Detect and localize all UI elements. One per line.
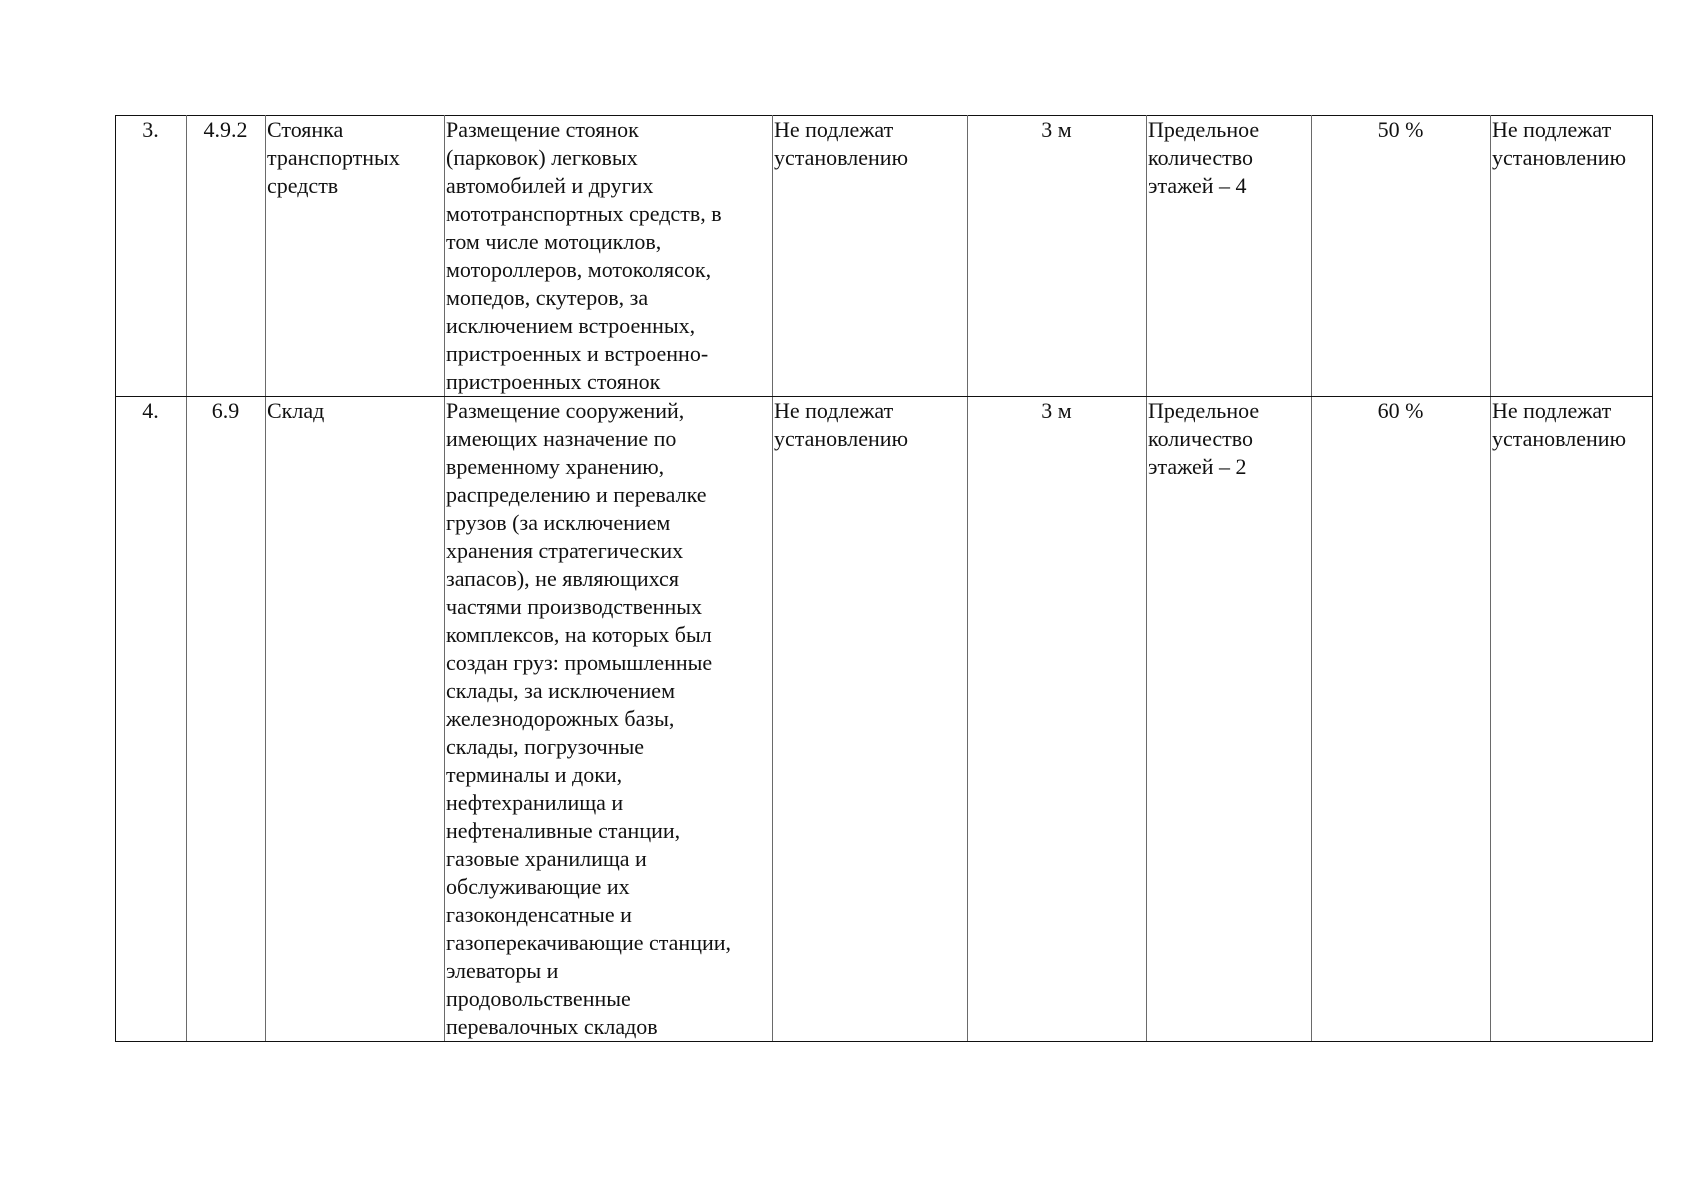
table-row bbox=[116, 397, 1653, 1042]
cell-use-code: 4.9.2 bbox=[187, 116, 266, 397]
cell-coverage-percent: 60 % bbox=[1312, 397, 1491, 1042]
cell-setback: 3 м bbox=[968, 397, 1147, 1042]
cell-use-name: Стоянка транспортных средств bbox=[266, 116, 445, 397]
land-use-table bbox=[115, 115, 1653, 1042]
cell-max-floors: Предельное количество этажей – 2 bbox=[1147, 397, 1312, 1042]
cell-use-description: Размещение стоянок (парковок) легковых автомобилей и других мототранспортных средств, в том числе мотоциклов, мотороллеров, мотоколясок, мопедов, скутеров, за исключением встроенных, пристроенных и встроенно- пристроенных стоянок bbox=[445, 116, 773, 397]
cell-row-number: 4. bbox=[116, 397, 187, 1042]
cell-setback: 3 м bbox=[968, 116, 1147, 397]
cell-use-name: Склад bbox=[266, 397, 445, 1042]
cell-other-params: Не подлежат установлению bbox=[1491, 397, 1653, 1042]
cell-use-code: 6.9 bbox=[187, 397, 266, 1042]
cell-use-description: Размещение сооружений, имеющих назначение по временному хранению, распределению и перевалке грузов (за исключением хранения стратегических запасов), не являющихся частями производственных комплексов, на которых был создан груз: промышленные склады, за исключением железнодорожных базы, склады, погрузочные терминалы и доки, нефтехранилища и нефтеналивные станции, газовые хранилища и обслуживающие их газоконденсатные и газоперекачивающие станции, элеваторы и продовольственные перевалочных складов bbox=[445, 397, 773, 1042]
cell-plot-size: Не подлежат установлению bbox=[773, 116, 968, 397]
cell-plot-size: Не подлежат установлению bbox=[773, 397, 968, 1042]
cell-max-floors: Предельное количество этажей – 4 bbox=[1147, 116, 1312, 397]
cell-other-params: Не подлежат установлению bbox=[1491, 116, 1653, 397]
cell-coverage-percent: 50 % bbox=[1312, 116, 1491, 397]
table-row bbox=[116, 116, 1653, 397]
cell-row-number: 3. bbox=[116, 116, 187, 397]
